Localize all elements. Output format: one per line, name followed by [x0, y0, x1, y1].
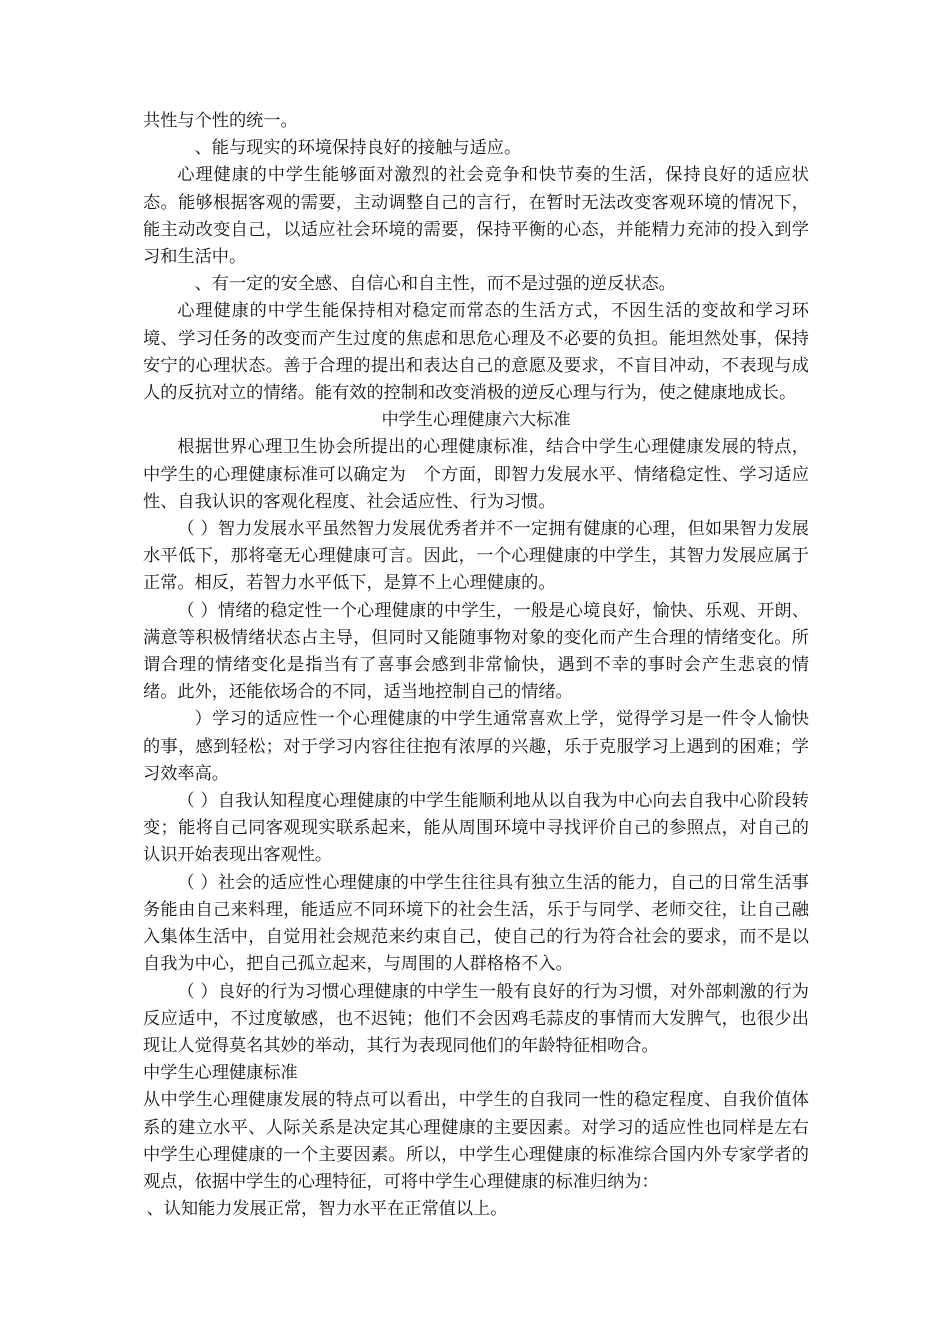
list-item-heading: 、有一定的安全感、自信心和自主性，而不是过强的逆反状态。 — [194, 274, 676, 295]
paragraph: 从中学生心理健康发展的特点可以看出，中学生的自我同一性的稳定程度、自我价值体系的建立水平、人际关系是决定其心理健康的主要因素。对学习的适应性也同样是左右中学生心理健康的一个主要因素。所以，中学生心理健康的标准综合国内外专家学者的观点，依据中学生的心理特征，可将中学生心理健康的标准归纳为： — [143, 1090, 809, 1192]
standard-item: （ ）自我认知程度心理健康的中学生能顺利地从以自我为中心向去自我中心阶段转变；能将自己同客观现实联系起来，能从周围环境中寻找评价自己的参照点，对自己的认识开始表现出客观性。 — [143, 791, 809, 866]
standard-item: （ ）情绪的稳定性一个心理健康的中学生，一般是心境良好，愉快、乐观、开朗、满意等积极情绪状态占主导，但同时又能随事物对象的变化而产生合理的情绪变化。所谓合理的情绪变化是指当有了喜事会感到非常愉快，遇到不幸的事时会产生悲哀的情绪。此外，还能依场合的不同，适当地控制自己的情绪。 — [143, 600, 809, 703]
paragraph: 心理健康的中学生能够面对激烈的社会竞争和快节奏的生活，保持良好的适应状态。能够根据客观的需要，主动调整自己的言行，在暂时无法改变客观环境的情况下，能主动改变自己，以适应社会环境的需要，保持平衡的心态，并能精力充沛的投入到学习和生活中。 — [143, 165, 809, 268]
paragraph: 心理健康的中学生能保持相对稳定而常态的生活方式，不因生活的变故和学习环境、学习任务的改变而产生过度的焦虑和思危心理及不必要的负担。能坦然处事，保持安宁的心理状态。善于合理的提出和表达自己的意愿及要求，不盲目冲动，不表现与成人的反抗对立的情绪。能有效的控制和改变消极的逆反心理与行为，使之健康地成长。 — [143, 301, 809, 404]
standard-item: （ ）智力发展水平虽然智力发展优秀者并不一定拥有健康的心理，但如果智力发展水平低下，那将毫无心理健康可言。因此，一个心理健康的中学生，其智力发展应属于正常。相反，若智力水平低下，是算不上心理健康的。 — [143, 519, 809, 594]
list-item-heading: 、能与现实的环境保持良好的接触与适应。 — [194, 138, 522, 159]
list-item-heading: 、认知能力发展正常，智力水平在正常值以上。 — [146, 1199, 508, 1220]
section-title: 中学生心理健康六大标准 — [381, 410, 571, 431]
document-body — [143, 108, 809, 1223]
paragraph: 根据世界心理卫生协会所提出的心理健康标准，结合中学生心理健康发展的特点，中学生的心理健康标准可以确定为 个方面，即智力发展水平、情绪稳定性、学习适应性、自我认识的客观化程度、社会适应性、行为习惯。 — [143, 437, 809, 512]
standard-item: ）学习的适应性一个心理健康的中学生通常喜欢上学，觉得学习是一件令人愉快的事，感到轻松；对于学习内容往往抱有浓厚的兴趣，乐于克服学习上遇到的困难；学习效率高。 — [143, 709, 809, 784]
standard-item: （ ）良好的行为习惯心理健康的中学生一般有良好的行为习惯，对外部刺激的行为反应适中，不过度敏感，也不迟钝；他们不会因鸡毛蒜皮的事情而大发脾气，也很少出现让人觉得莫名其妙的举动，其行为表现同他们的年龄特征相吻合。 — [143, 981, 809, 1056]
standard-item: （ ）社会的适应性心理健康的中学生往往具有独立生活的能力，自己的日常生活事务能由自己来料理，能适应不同环境下的社会生活，乐于与同学、老师交往，让自己融入集体生活中，自觉用社会规范来约束自己，使自己的行为符合社会的要求，而不是以自我为中心，把自己孤立起来，与周围的人群格格不入。 — [143, 872, 809, 975]
paragraph: 共性与个性的统一。 — [143, 111, 298, 131]
section-heading: 中学生心理健康标准 — [143, 1063, 298, 1084]
